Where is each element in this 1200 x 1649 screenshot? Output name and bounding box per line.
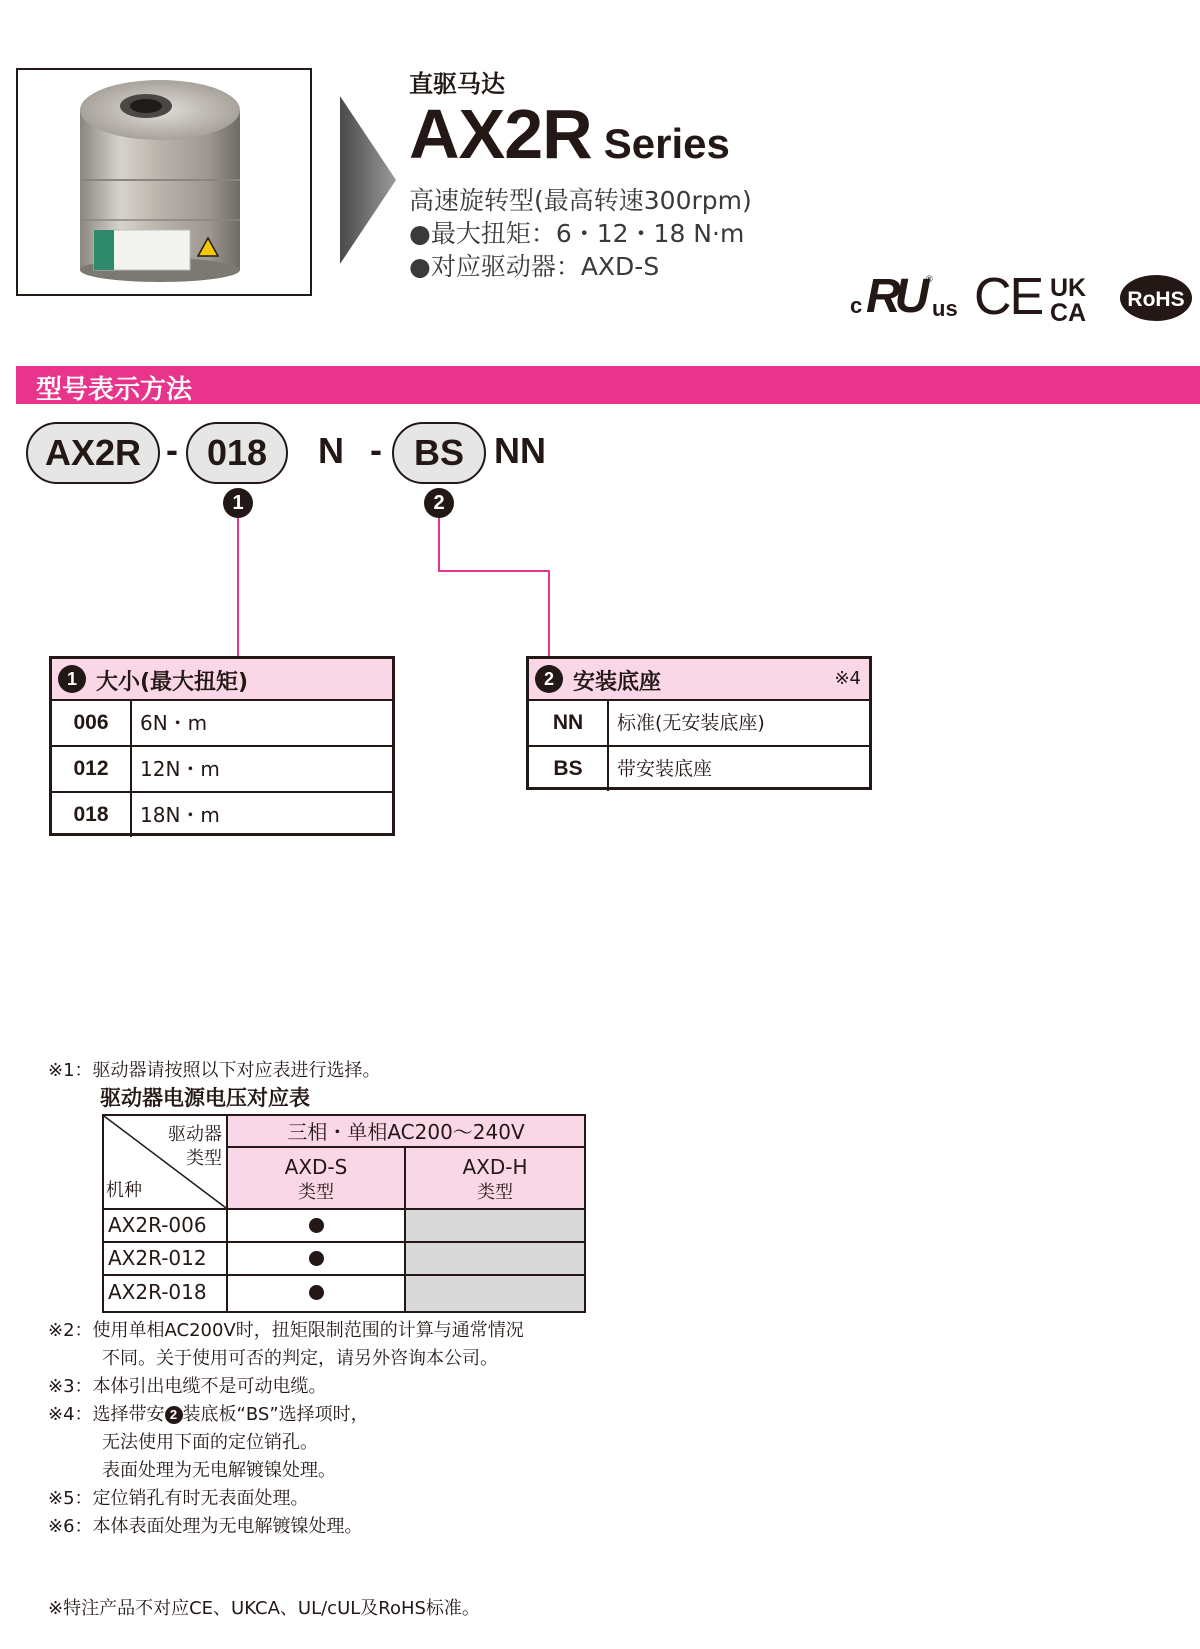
note-6: ※6：本体表面处理为无电解镀镍处理。	[48, 1516, 363, 1537]
feature-torque: ●最大扭矩：6・12・18 N·m	[409, 219, 745, 248]
note-4a	[48, 1400, 369, 1426]
col-header-axd-s-line1: AXD-S	[284, 1155, 348, 1179]
size-code: 018	[52, 793, 132, 837]
code-base-pill: BS	[392, 422, 486, 484]
ul-registered-mark: ®	[926, 274, 933, 284]
note-2b: 不同。关于使用可否的判定，请另外咨询本公司。	[102, 1348, 498, 1369]
corner-mid-label: 类型	[186, 1148, 222, 1169]
connector-lines	[0, 0, 1200, 700]
note-4a-marker: 2	[165, 1406, 183, 1424]
note-4a-post: 装底板“BS”选择项时，	[182, 1404, 369, 1425]
code-series-pill: AX2R	[26, 422, 160, 484]
row-axd-s-cell	[228, 1243, 406, 1276]
row-axd-h-cell	[406, 1243, 584, 1276]
size-code: 012	[52, 747, 132, 791]
note-1: ※1：驱动器请按照以下对应表进行选择。	[48, 1060, 381, 1081]
connector-line-2	[439, 518, 549, 656]
ul-c-mark: c	[850, 293, 863, 318]
col-header-axd-h-line1: AXD-H	[462, 1155, 528, 1179]
corner-bottom-label: 机种	[106, 1180, 142, 1201]
base-code: BS	[529, 747, 609, 791]
base-table-marker: 2	[535, 665, 563, 693]
row-axd-h-cell	[406, 1210, 584, 1243]
size-table	[49, 656, 395, 836]
note-2a: ※2：使用单相AC200V时，扭矩限制范围的计算与通常情况	[48, 1320, 524, 1341]
col-header-axd-h-line2: 类型	[477, 1182, 513, 1203]
note-5: ※5：定位销孔有时无表面处理。	[48, 1488, 309, 1509]
code-n: N	[318, 430, 344, 471]
ul-us-mark: us	[932, 296, 958, 321]
table-row	[52, 793, 392, 837]
code-dash-1: -	[166, 429, 178, 470]
base-table-header	[529, 659, 869, 701]
compat-table	[102, 1114, 586, 1313]
supported-dot-icon	[309, 1218, 324, 1233]
row-model: AX2R-006	[104, 1210, 228, 1243]
col-header-axd-h	[406, 1148, 584, 1210]
feature-driver: ●对应驱动器：AXD-S	[409, 252, 660, 281]
row-axd-h-cell	[406, 1276, 584, 1311]
corner-top-label: 驱动器	[168, 1124, 222, 1145]
table-row	[529, 701, 869, 747]
row-axd-s-cell	[228, 1210, 406, 1243]
size-table-title: 大小(最大扭矩)	[96, 670, 249, 695]
note-4b: 无法使用下面的定位销孔。	[102, 1432, 318, 1453]
col-header-axd-s	[228, 1148, 406, 1210]
size-desc: 18N・m	[140, 803, 220, 827]
corner-cell	[104, 1116, 228, 1210]
code-dash-2: -	[370, 429, 382, 470]
base-table-title: 安装底座	[573, 670, 662, 695]
row-axd-s-cell	[228, 1276, 406, 1311]
marker-1: 1	[223, 488, 253, 518]
group-header: 三相・单相AC200～240V	[228, 1116, 584, 1148]
product-category: 直驱马达	[409, 70, 505, 98]
table-row	[52, 747, 392, 793]
series-suffix: Series	[603, 120, 730, 167]
rohs-text: RoHS	[1127, 288, 1185, 311]
section-title: 型号表示方法	[36, 375, 193, 405]
footer-note: ※特注产品不对应CE、UKCA、UL/cUL及RoHS标准。	[48, 1598, 480, 1619]
series-name: AX2R	[409, 95, 592, 173]
table-row	[529, 747, 869, 791]
feature-speed: 高速旋转型(最高转速300rpm)	[409, 186, 752, 215]
base-table	[526, 656, 872, 790]
marker-2: 2	[424, 488, 454, 518]
size-code: 006	[52, 701, 132, 745]
row-model: AX2R-018	[104, 1276, 228, 1311]
col-header-axd-s-line2: 类型	[298, 1182, 334, 1203]
note-3: ※3：本体引出电缆不是可动电缆。	[48, 1376, 327, 1397]
table-row	[52, 701, 392, 747]
base-desc: 标准(无安装底座)	[617, 712, 765, 734]
size-table-header	[52, 659, 392, 701]
code-nn: NN	[494, 430, 546, 471]
ukca-top: UK	[1050, 274, 1087, 302]
base-code: NN	[529, 701, 609, 745]
compat-table-title: 驱动器电源电压对应表	[100, 1086, 310, 1110]
size-table-marker: 1	[58, 665, 86, 693]
size-desc: 12N・m	[140, 757, 220, 781]
ukca-bottom: CA	[1050, 299, 1087, 327]
row-model: AX2R-012	[104, 1243, 228, 1276]
supported-dot-icon	[309, 1285, 324, 1300]
ul-ru-mark: RU	[866, 270, 924, 323]
base-table-note: ※4	[834, 668, 861, 689]
supported-dot-icon	[309, 1251, 324, 1266]
note-4c: 表面处理为无电解镀镍处理。	[102, 1460, 336, 1481]
ce-logo: CE	[974, 268, 1043, 326]
note-4a-pre: ※4：选择带安	[48, 1404, 165, 1425]
base-desc: 带安装底座	[617, 758, 713, 780]
size-desc: 6N・m	[140, 711, 208, 735]
code-size-pill: 018	[186, 422, 288, 484]
